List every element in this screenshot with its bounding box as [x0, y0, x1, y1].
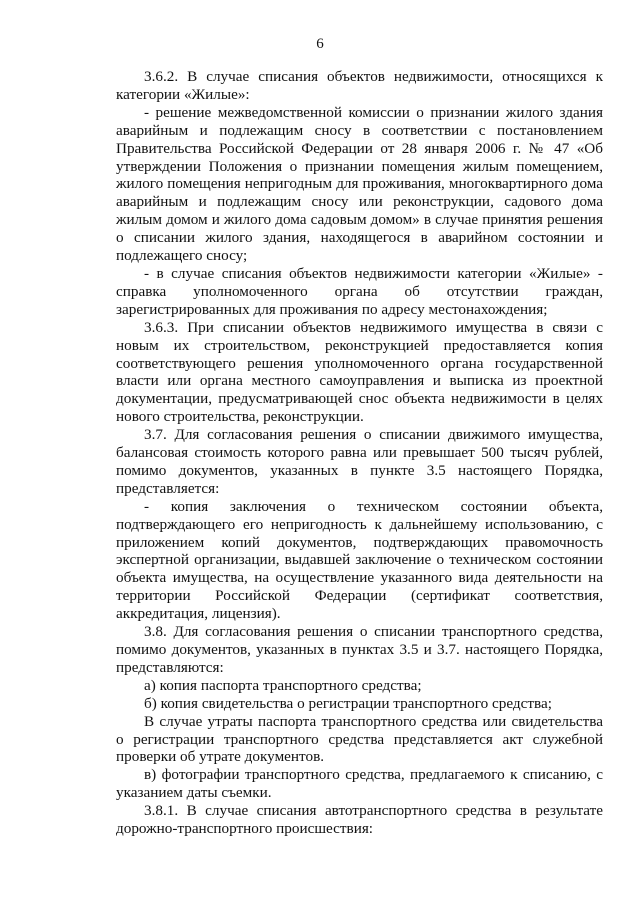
paragraph-3-6-3: 3.6.3. При списании объектов недвижимого имущества в связи с новым их строительством, реконструкцией предоставляется копия соответствующего решения уполномоченного органа государственной власти или органа местного самоуправления и выписка из проектной документации, предусматривающей снос объекта недвижимости в целях нового строительства, реконструкции. [116, 318, 603, 426]
paragraph-item-v: в) фотографии транспортного средства, предлагаемого к списанию, с указанием даты съемки. [116, 766, 603, 802]
paragraph-commission-decision: - решение межведомственной комиссии о признании жилого здания аварийным и подлежащим сносу в соответствии с постановлением Правительства Российской Федерации от 28 января 2006 г. № 47 «Об утверждении Положения о признании помещения жилым помещением, жилого помещения непригодным для проживания, многоквартирного дома аварийным и подлежащим сносу или реконструкции, садового дома жилым домом и жилого дома садовым домом» в случае принятия решения о списании жилого здания, находящегося в аварийном состоянии и подлежащего сносу; [116, 103, 603, 265]
paragraph-item-b: б) копия свидетельства о регистрации транспортного средства; [144, 694, 552, 712]
page-number: 6 [316, 36, 324, 52]
paragraph-technical-conclusion: - копия заключения о техническом состоянии объекта, подтверждающего его непригодность к дальнейшему использованию, с приложением копий документов, подтверждающих правомочность экспертной организации, выдавшей заключение о техническом состоянии объекта имущества, на осуществление указанного вида деятельности на территории Российской Федерации (сертификат соответствия, аккредитация, лицензия). [116, 497, 603, 623]
paragraph-residents-certificate: - в случае списания объектов недвижимости категории «Жилые» - справка уполномоченного органа об отсутствии граждан, зарегистрированных для проживания по адресу местонахождения; [116, 264, 603, 318]
paragraph-3-8: 3.8. Для согласования решения о списании транспортного средства, помимо документов, указанных в пунктах 3.5 и 3.7. настоящего Порядка, представляются: [116, 623, 603, 676]
paragraph-3-7: 3.7. Для согласования решения о списании движимого имущества, балансовая стоимость которого равна или превышает 500 тысяч рублей, помимо документов, указанных в пункте 3.5 настоящего Порядка, представляется: [116, 426, 603, 497]
document-body [116, 68, 603, 838]
paragraph-lost-documents: В случае утраты паспорта транспортного средства или свидетельства о регистрации транспортного средства представляется акт служебной проверки об утрате документов. [116, 712, 603, 766]
paragraph-item-a: а) копия паспорта транспортного средства; [144, 676, 422, 694]
paragraph-3-8-1: 3.8.1. В случае списания автотранспортного средства в результате дорожно-транспортного происшествия: [116, 802, 603, 838]
paragraph-3-6-2: 3.6.2. В случае списания объектов недвижимости, относящихся к категории «Жилые»: [116, 68, 603, 103]
